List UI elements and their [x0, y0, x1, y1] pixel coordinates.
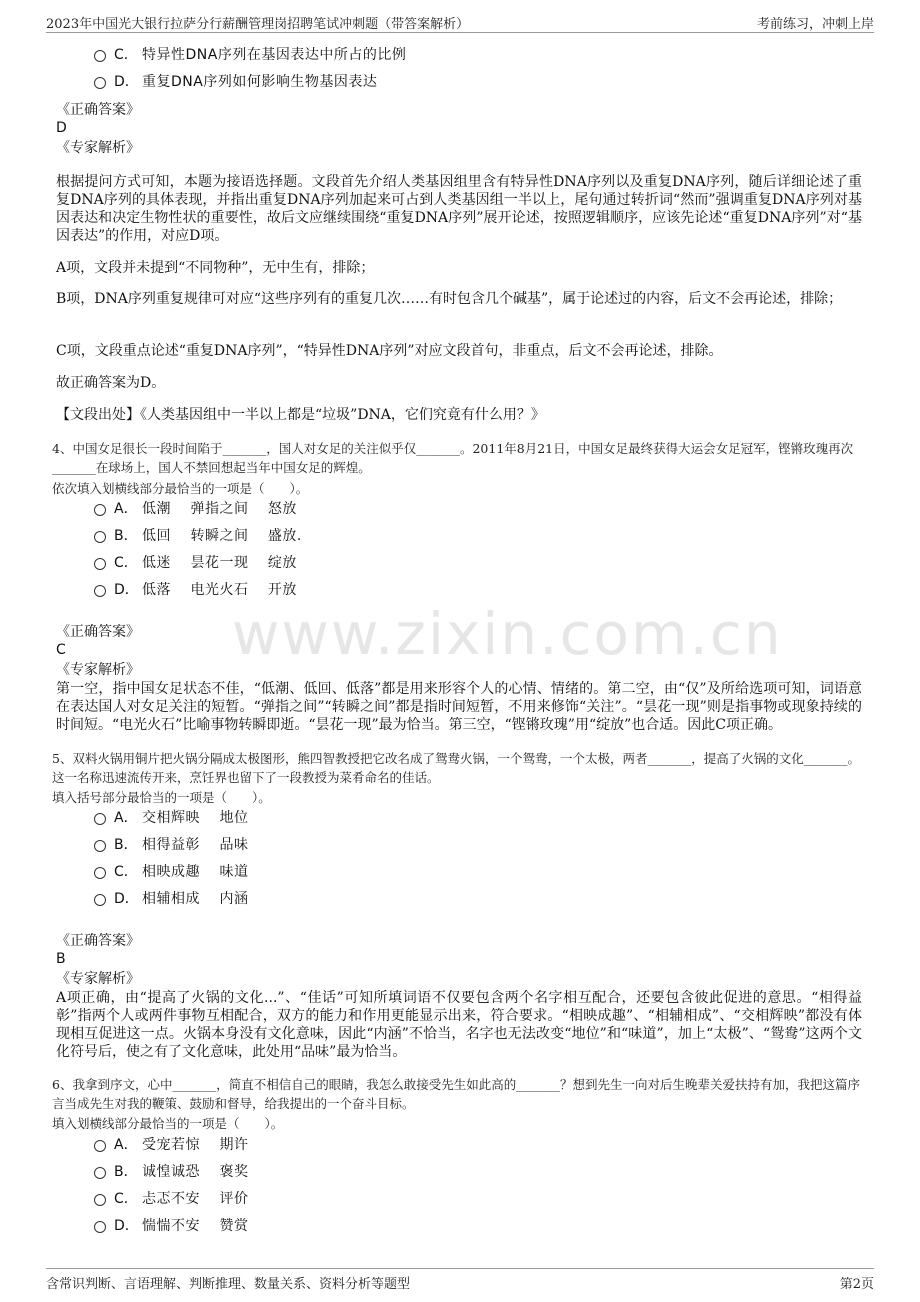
option-a[interactable]: A． 低潮 弹指之间 怒放 [94, 498, 297, 520]
analysis-paragraph: 根据提问方式可知，本题为接语选择题。文段首先介绍人类基因组里含有特异性DNA序列以及重复DNA序列，随后详细论述了重复DNA序列的具体表现，并指出重复DNA序列加起来可占到人类基因组一半以上，尾句通过转折词“然而”强调重复DNA序列对基因表达和决定生物性状的重要性，故后文应继续围绕“重复DNA序列”展开论述，按照逻辑顺序，应该先论述“重复DNA序列”对“基因表达”的作用，对应D项。 [56, 174, 862, 244]
option-c[interactable]: C． 低迷 昙花一现 绽放 [94, 552, 297, 574]
page-footer [46, 1268, 874, 1293]
radio-icon[interactable] [94, 50, 106, 62]
option-d[interactable]: D． 惴惴不安 赞赏 [94, 1215, 248, 1237]
answer-label: 《正确答案》 [56, 624, 140, 640]
radio-icon[interactable] [94, 840, 106, 852]
option-b[interactable]: B． 相得益彰 品味 [94, 834, 248, 856]
question-stem: 6、我拿到序文，心中_______，简直不相信自己的眼睛，我怎么敢接受先生如此高的_______？想到先生一向对后生晚辈关爱扶持有加，我把这篇序言当成先生对我的鞭策、鼓励和督导，给我提出的一个奋斗目标。 [52, 1077, 860, 1111]
answer-value: C [56, 642, 66, 658]
question-prompt: 依次填入划横线部分最恰当的一项是（ ）。 [52, 481, 309, 496]
option-c[interactable]: C． 特异性DNA序列在基因表达中所占的比例 [94, 44, 406, 66]
radio-icon[interactable] [94, 531, 106, 543]
option-b[interactable]: B． 诚惶诚恐 褒奖 [94, 1161, 248, 1183]
radio-icon[interactable] [94, 504, 106, 516]
radio-icon[interactable] [94, 813, 106, 825]
radio-icon[interactable] [94, 1221, 106, 1233]
option-c[interactable]: C． 相映成趣 味道 [94, 861, 248, 883]
question-prompt: 填入划横线部分最恰当的一项是（ ）。 [52, 1116, 284, 1131]
answer-value: D [56, 120, 67, 136]
radio-icon[interactable] [94, 894, 106, 906]
analysis-paragraph: C项，文段重点论述“重复DNA序列”，“特异性DNA序列”对应文段首句，非重点，后文不会再论述，排除。 [56, 343, 723, 359]
analysis-label: 《专家解析》 [56, 140, 140, 156]
page-number: 第2页 [839, 1277, 874, 1292]
option-a[interactable]: A． 交相辉映 地位 [94, 807, 248, 829]
radio-icon[interactable] [94, 1140, 106, 1152]
option-b[interactable]: B． 低回 转瞬之间 盛放. [94, 525, 302, 547]
document-title: 2023年中国光大银行拉萨分行薪酬管理岗招聘笔试冲刺题（带答案解析） [46, 17, 470, 32]
analysis-label: 《专家解析》 [56, 662, 140, 678]
radio-icon[interactable] [94, 558, 106, 570]
option-d[interactable]: D． 重复DNA序列如何影响生物基因表达 [94, 71, 377, 93]
analysis-paragraph: A项正确，由“提高了火锅的文化...”、“佳话”可知所填词语不仅要包含两个名字相互配合，还要包含彼此促进的意思。“相得益彰”指两个人或两件事物互相配合，双方的能力和作用更能显示出来，符合要求。“相映成趣”、“相辅相成”、“交相辉映”都没有体现相互促进这一点。火锅本身没有文化意味，因此“内涵”不恰当，名字也无法改变“地位”和“味道”，加上“太极”、“鸳鸯”这两个文化符号后，使之有了文化意味，此处用“品味”最为恰当。 [56, 990, 862, 1060]
analysis-paragraph: 第一空，指中国女足状态不佳，“低潮、低回、低落”都是用来形容个人的心情、情绪的。第二空，由“仅”及所给选项可知，词语意在表达国人对女足关注的短暂。“弹指之间”“转瞬之间”都是指时间短暂，不用来修饰“关注”。“昙花一现”则是指事物或现象持续的时间短。“电光火石”比喻事物转瞬即逝。“昙花一现”最为恰当。第三空，“铿锵玫瑰”用“绽放”也合适。因此C项正确。 [56, 681, 862, 733]
option-d[interactable]: D． 相辅相成 内涵 [94, 888, 248, 910]
radio-icon[interactable] [94, 1167, 106, 1179]
question-stem: 5、双料火锅用铜片把火锅分隔成太极图形，熊四智教授把它改名成了鸳鸯火锅，一个鸳鸯，一个太极，两者_______，提高了火锅的文化_______。这一名称迅速流传开来，烹饪界也留下了一段教授为菜肴命名的佳话。 [52, 751, 860, 785]
radio-icon[interactable] [94, 1194, 106, 1206]
analysis-paragraph: B项，DNA序列重复规律可对应“这些序列有的重复几次……有时包含几个碱基”，属于论述过的内容，后文不会再论述，排除； [56, 291, 843, 307]
source-citation: 【文段出处】《人类基因组中一半以上都是“垃圾”DNA，它们究竟有什么用？》 [56, 407, 545, 423]
answer-label: 《正确答案》 [56, 933, 140, 949]
header-slogan: 考前练习，冲刺上岸 [756, 17, 874, 32]
page-header [46, 10, 874, 33]
analysis-label: 《专家解析》 [56, 971, 140, 987]
question-prompt: 填入括号部分最恰当的一项是（ ）。 [52, 790, 271, 805]
answer-value: B [56, 951, 66, 967]
analysis-paragraph: A项，文段并未提到“不同物种”，无中生有，排除； [56, 260, 375, 276]
option-a[interactable]: A． 受宠若惊 期许 [94, 1134, 248, 1156]
answer-label: 《正确答案》 [56, 102, 140, 118]
question-stem: 4、中国女足很长一段时间陷于_______，国人对女足的关注似乎仅_______。2011年8月21日，中国女足最终获得大运会女足冠军，铿锵玫瑰再次_______在球场上，国人不禁回想起当年中国女足的辉煌。 [52, 441, 854, 475]
analysis-paragraph: 故正确答案为D。 [56, 375, 166, 391]
radio-icon[interactable] [94, 77, 106, 89]
watermark: www.zixin.com.cn [232, 600, 783, 668]
option-c[interactable]: C． 忐忑不安 评价 [94, 1188, 248, 1210]
footer-note: 含常识判断、言语理解、判断推理、数量关系、资料分析等题型 [46, 1277, 411, 1292]
radio-icon[interactable] [94, 867, 106, 879]
radio-icon[interactable] [94, 585, 106, 597]
option-d[interactable]: D． 低落 电光火石 开放 [94, 579, 297, 601]
